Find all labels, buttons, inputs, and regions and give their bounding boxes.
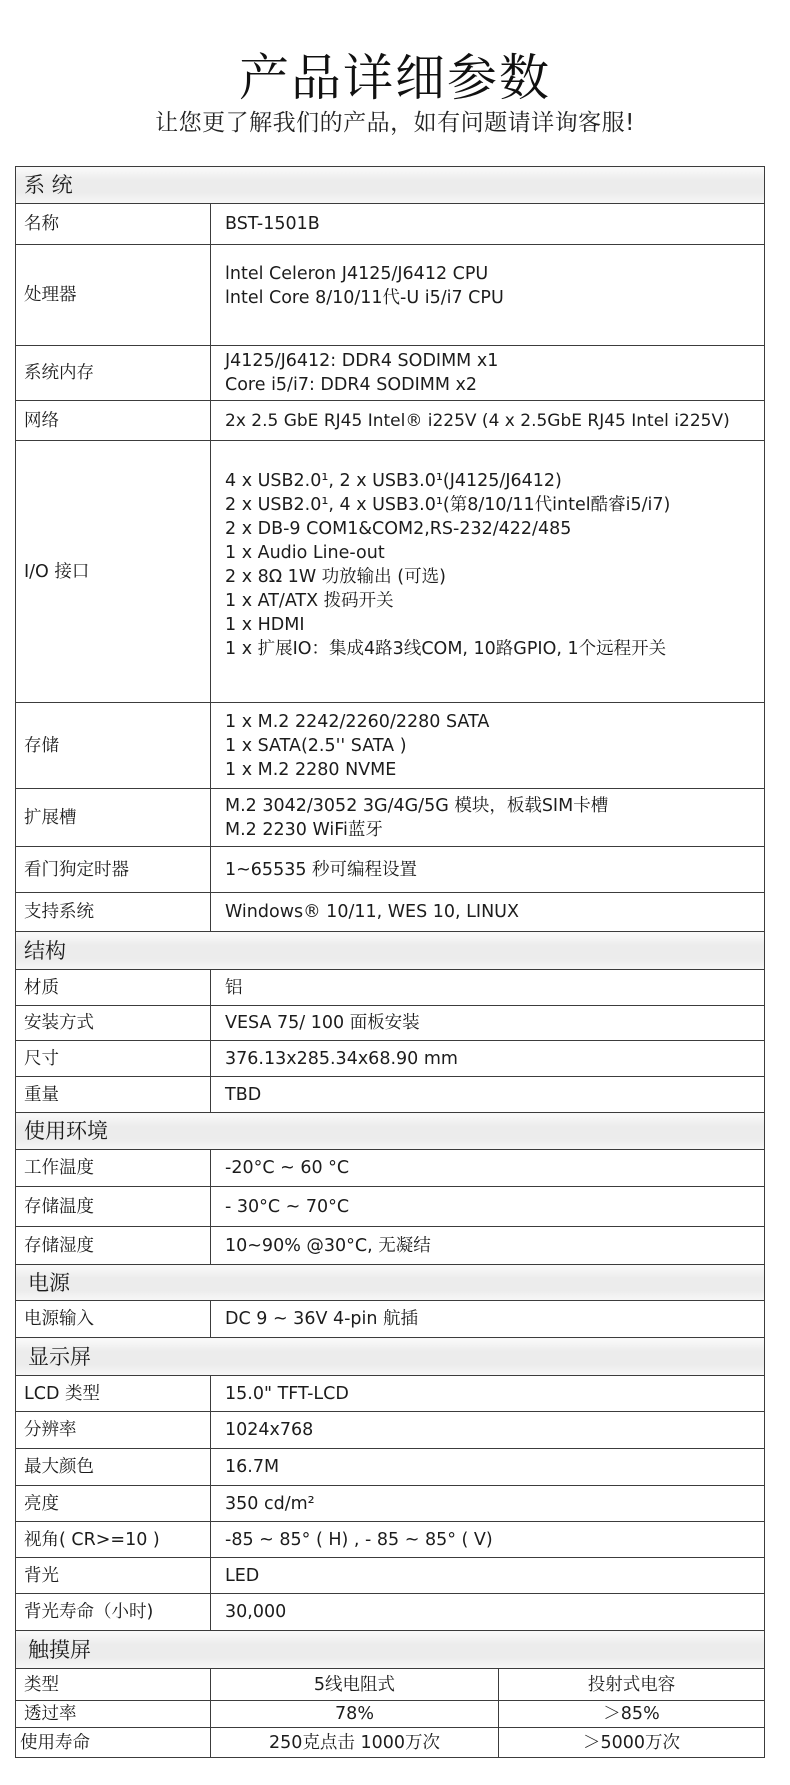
touch-resistive-value: 250克点击 1000万次 (211, 1728, 499, 1758)
value-line: 2 x 8Ω 1W 功放输出 (可选) (225, 566, 446, 587)
spec-label: 最大颜色 (16, 1449, 211, 1486)
page-subtitle: 让您更了解我们的产品，如有问题请详询客服! (155, 110, 635, 136)
touch-capacitive-value: 投射式电容 (499, 1669, 765, 1701)
spec-label: 存储温度 (16, 1187, 211, 1227)
spec-row-os (16, 893, 765, 932)
spec-row-material (16, 970, 765, 1006)
value-line: 2x 2.5 GbE RJ45 Intel® i225V (4 x 2.5GbE RJ45 Intel i225V) (225, 410, 730, 431)
value-line: lntel Core 8/10/11代-U i5/i7 CPU (225, 288, 504, 308)
spec-row-backlight (16, 1558, 765, 1594)
spec-label: 材质 (16, 970, 211, 1006)
value-line: 15.0" TFT-LCD (225, 1383, 349, 1404)
spec-row-processor (16, 245, 765, 346)
spec-label: 工作温度 (16, 1150, 211, 1187)
value-line: Core i5/i7: DDR4 SODIMM x2 (225, 375, 477, 395)
touch-resistive-value: 78% (211, 1701, 499, 1728)
spec-value (211, 703, 765, 789)
section-title: 电源 (16, 1265, 765, 1301)
section-title: 使用环境 (16, 1113, 765, 1150)
spec-label: 系统内存 (16, 346, 211, 401)
value-line: 2 x DB-9 COM1&COM2,RS-232/422/485 (225, 518, 572, 539)
section-title: 触摸屏 (16, 1631, 765, 1669)
value-line: VESA 75/ 100 面板安装 (225, 1013, 420, 1033)
spec-row-mounting (16, 1006, 765, 1041)
value-line: 10~90% @30°C, 无凝结 (225, 1235, 431, 1256)
spec-value (211, 1558, 765, 1594)
spec-value (211, 401, 765, 441)
spec-label: 使用寿命 (16, 1728, 211, 1758)
spec-label: 网络 (16, 401, 211, 441)
spec-value (211, 1486, 765, 1522)
spec-value (211, 1041, 765, 1077)
section-power (16, 1265, 765, 1301)
spec-value (211, 1522, 765, 1558)
spec-value (211, 1594, 765, 1631)
spec-row-operating-temp (16, 1150, 765, 1187)
section-display (16, 1338, 765, 1376)
value-line: - 30°C ~ 70°C (225, 1196, 350, 1217)
spec-row-name (16, 204, 765, 245)
value-line: Windows® 10/11, WES 10, LINUX (225, 902, 519, 922)
page-title: 产品详细参数 (239, 49, 551, 107)
spec-value (211, 847, 765, 893)
touch-row-transmittance (16, 1701, 765, 1728)
section-title: 显示屏 (16, 1338, 765, 1376)
value-line: DC 9 ~ 36V 4-pin 航插 (225, 1309, 419, 1329)
section-structure (16, 932, 765, 970)
value-line: 1 x 扩展IO：集成4路3线COM, 10路GPIO, 1个远程开关 (225, 638, 667, 659)
spec-value (211, 1301, 765, 1338)
touch-row-type (16, 1669, 765, 1701)
spec-label: I/O 接口 (16, 441, 211, 703)
value-line: 1 x HDMI (225, 614, 305, 635)
spec-label: 扩展槽 (16, 789, 211, 847)
spec-label: 看门狗定时器 (16, 847, 211, 893)
spec-value (211, 441, 765, 703)
spec-table (15, 166, 765, 1758)
section-title: 结构 (16, 932, 765, 970)
value-line: 16.7M (225, 1457, 280, 1477)
value-line: 2 x USB2.0¹, 4 x USB3.0¹(第8/10/11代intel酷睿i5/i7) (225, 494, 671, 515)
spec-value (211, 893, 765, 932)
spec-label: 亮度 (16, 1486, 211, 1522)
touch-capacitive-value: ＞5000万次 (499, 1728, 765, 1758)
spec-label: 支持系统 (16, 893, 211, 932)
value-line: 1 x SATA(2.5'' SATA ) (225, 735, 407, 756)
spec-row-viewing-angle (16, 1522, 765, 1558)
spec-label: 存储湿度 (16, 1227, 211, 1265)
section-system (16, 167, 765, 204)
spec-value (211, 1006, 765, 1041)
spec-value (211, 1077, 765, 1113)
value-line: -20°C ~ 60 °C (225, 1158, 350, 1178)
touch-resistive-value: 5线电阻式 (211, 1669, 499, 1701)
spec-value (211, 1412, 765, 1449)
section-environment (16, 1113, 765, 1150)
spec-row-weight (16, 1077, 765, 1113)
spec-value (211, 1376, 765, 1412)
value-line: 1 x Audio Line-out (225, 542, 385, 563)
spec-label: 电源输入 (16, 1301, 211, 1338)
spec-value (211, 1227, 765, 1265)
value-line: lntel Celeron J4125/J6412 CPU (225, 264, 489, 284)
value-line: 376.13x285.34x68.90 mm (225, 1048, 458, 1069)
spec-row-dimensions (16, 1041, 765, 1077)
spec-row-power-input (16, 1301, 765, 1338)
spec-row-brightness (16, 1486, 765, 1522)
spec-row-memory (16, 346, 765, 401)
spec-value (211, 1449, 765, 1486)
spec-label: 重量 (16, 1077, 211, 1113)
touch-capacitive-value: ＞85% (499, 1701, 765, 1728)
spec-row-io (16, 441, 765, 703)
value-line: 1~65535 秒可编程设置 (225, 859, 418, 880)
touch-row-lifespan (16, 1728, 765, 1758)
spec-row-expansion (16, 789, 765, 847)
value-line: BST-1501B (225, 214, 320, 234)
spec-label: LCD 类型 (16, 1376, 211, 1412)
spec-value (211, 970, 765, 1006)
value-line: J4125/J6412: DDR4 SODIMM x1 (225, 351, 499, 371)
value-line: M.2 2230 WiFi蓝牙 (225, 819, 383, 840)
value-line: -85 ~ 85° ( H) , - 85 ~ 85° ( V) (225, 1529, 493, 1550)
value-line: TBD (225, 1084, 262, 1105)
value-line: 铝 (225, 977, 243, 998)
spec-label: 处理器 (16, 245, 211, 346)
section-title: 系 统 (16, 167, 765, 204)
spec-row-lcd-type (16, 1376, 765, 1412)
spec-label: 类型 (16, 1669, 211, 1701)
spec-row-network (16, 401, 765, 441)
spec-row-watchdog (16, 847, 765, 893)
value-line: LED (225, 1565, 260, 1586)
value-line: 4 x USB2.0¹, 2 x USB3.0¹(J4125/J6412) (225, 470, 562, 491)
spec-row-backlight-life (16, 1594, 765, 1631)
spec-row-storage (16, 703, 765, 789)
value-line: M.2 3042/3052 3G/4G/5G 模块，板载SIM卡槽 (225, 795, 609, 816)
spec-row-max-colors (16, 1449, 765, 1486)
value-line: 1024x768 (225, 1420, 314, 1440)
section-touch (16, 1631, 765, 1669)
spec-value (211, 789, 765, 847)
value-line: 1 x M.2 2280 NVME (225, 759, 397, 780)
spec-label: 存储 (16, 703, 211, 789)
spec-label: 透过率 (16, 1701, 211, 1728)
spec-value (211, 346, 765, 401)
spec-row-storage-humidity (16, 1227, 765, 1265)
spec-row-resolution (16, 1412, 765, 1449)
spec-value (211, 204, 765, 245)
spec-label: 背光寿命（小时) (16, 1594, 211, 1631)
spec-value (211, 245, 765, 346)
spec-label: 安装方式 (16, 1006, 211, 1041)
spec-row-storage-temp (16, 1187, 765, 1227)
spec-value (211, 1150, 765, 1187)
spec-label: 名称 (16, 204, 211, 245)
value-line: 30,000 (225, 1602, 287, 1622)
spec-label: 视角( CR>=10 ) (16, 1522, 211, 1558)
spec-label: 尺寸 (16, 1041, 211, 1077)
spec-label: 分辨率 (16, 1412, 211, 1449)
value-line: 1 x M.2 2242/2260/2280 SATA (225, 711, 490, 732)
value-line: 350 cd/m² (225, 1493, 315, 1514)
spec-label: 背光 (16, 1558, 211, 1594)
spec-value (211, 1187, 765, 1227)
value-line: 1 x AT/ATX 拨码开关 (225, 590, 394, 611)
